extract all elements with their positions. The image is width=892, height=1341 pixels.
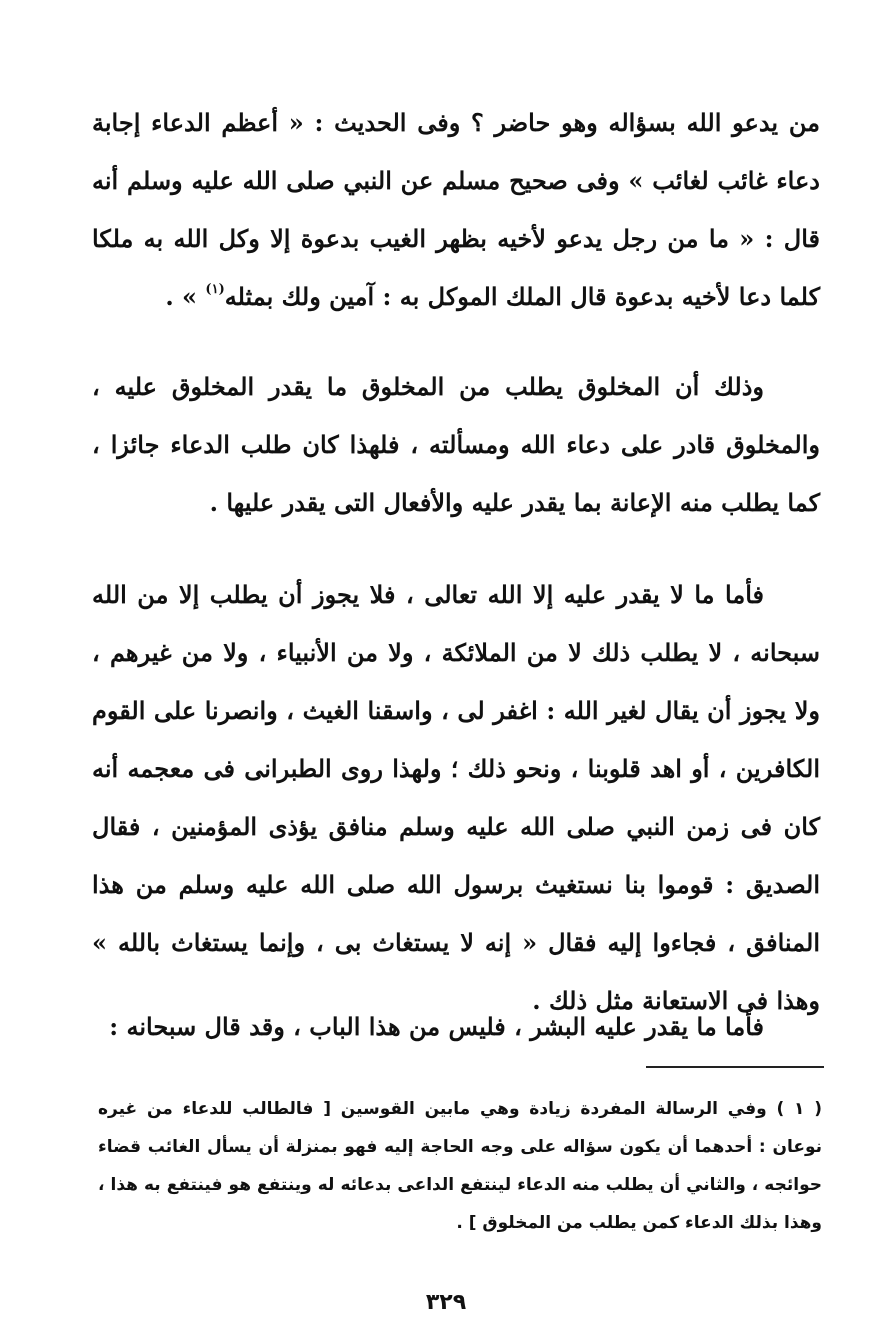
paragraph-1-text: من يدعو الله بسؤاله وهو حاضر ؟ وفى الحديث : « أعظم الدعاء إجابة دعاء غائب لغائب » وفى صحيح مسلم عن النبي صلى الله عليه وسلم أنه قال : « ما من رجل يدعو لأخيه بظهر الغيب بدعوة إلا وكل الله به ملكا كلما دعا لأخيه بدعوة قال الملك الموكل به : آمين ولك بمثله (92, 108, 820, 311)
paragraph-3: فأما ما لا يقدر عليه إلا الله تعالى ، فلا يجوز أن يطلب إلا من الله سبحانه ، لا يطلب ذلك لا من الملائكة ، ولا من الأنبياء ، ولا من غيرهم ، ولا يجوز أن يقال لغير الله : اغفر لى ، واسقنا الغيث ، وانصرنا على القوم الكافرين ، أو اهد قلوبنا ، ونحو ذلك ؛ ولهذا روى الطبرانى فى معجمه أنه كان فى زمن النبي صلى الله عليه وسلم منافق يؤذى المؤمنين ، فقال الصديق : قوموا بنا نستغيث برسول الله صلى الله عليه وسلم من هذا المنافق ، فجاءوا إليه فقال « إنه لا يستغاث بى ، وإنما يستغاث بالله » وهذا فى الاستعانة مثل ذلك . (92, 580, 820, 1015)
paragraph-1-tail: » . (165, 282, 206, 311)
footnote-reference: (١) (205, 282, 225, 297)
paragraph-1 (92, 94, 820, 326)
paragraph-4: فأما ما يقدر عليه البشر ، فليس من هذا الباب ، وقد قال سبحانه : (109, 1012, 764, 1041)
footnote-divider (646, 1066, 824, 1068)
footnote: ( ١ ) وفي الرسالة المفردة زيادة وهي مابين القوسين [ فالطالب للدعاء من غيره نوعان : أحدهما أن يكون سؤاله على وجه الحاجة إليه فهو بمنزلة أن يسأل الغائب قضاء حوائجه ، والثاني أن يطلب منه الدعاء لينتفع الداعى بدعائه له وينتفع هو فينتفع به هذا ، وهذا بذلك الدعاء كمن يطلب من المخلوق ] . (98, 1099, 822, 1233)
paragraph-2: وذلك أن المخلوق يطلب من المخلوق ما يقدر المخلوق عليه ، والمخلوق قادر على دعاء الله ومسألته ، فلهذا كان طلب الدعاء جائزا ، كما يطلب منه الإعانة بما يقدر عليه والأفعال التى يقدر عليها . (92, 372, 820, 517)
page-number: ٣٢٩ (425, 1290, 467, 1315)
